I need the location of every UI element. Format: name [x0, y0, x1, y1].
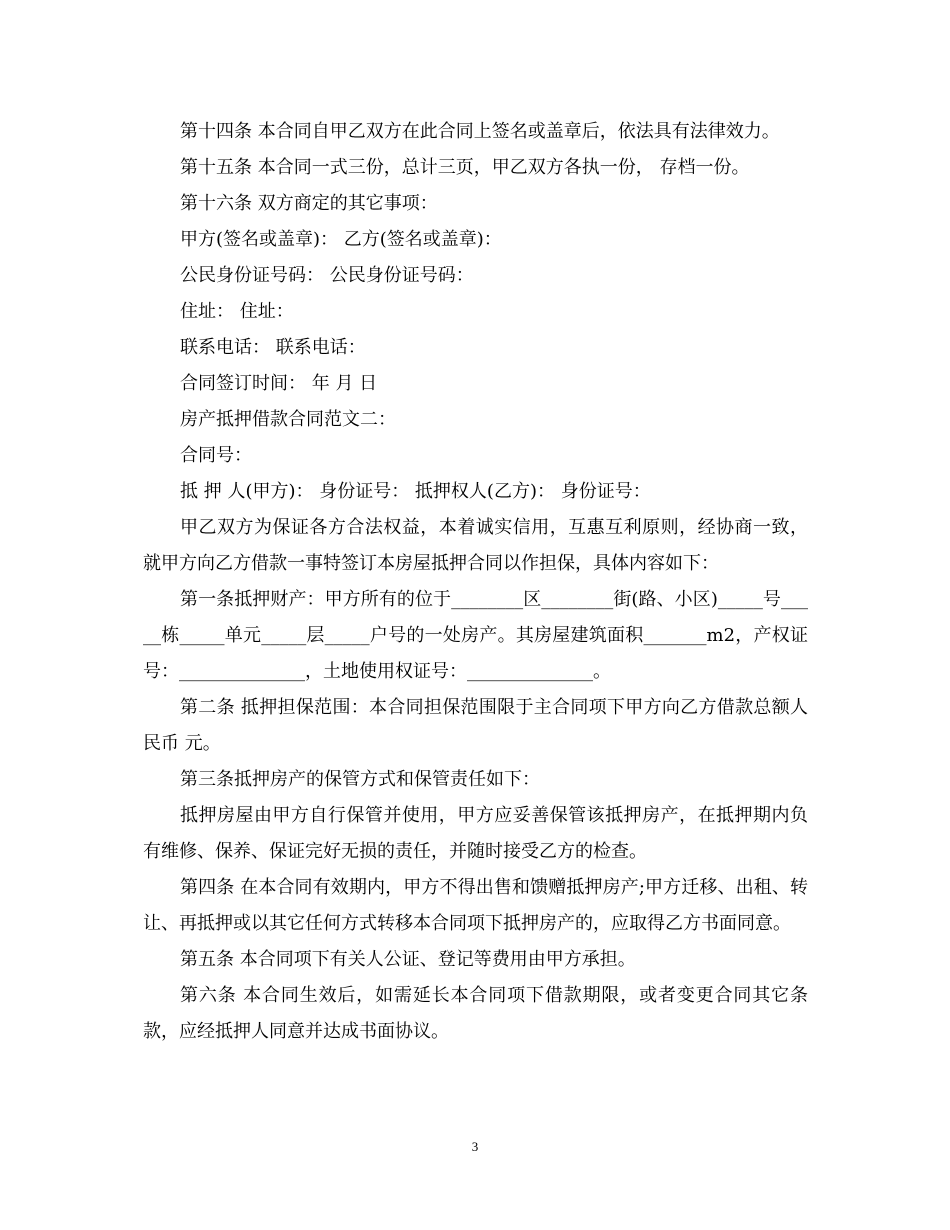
document-body [143, 114, 808, 1050]
contract-number-line: 合同号： [180, 445, 252, 466]
id-number-line: 公民身份证号码： 公民身份证号码： [180, 265, 474, 286]
article-5: 第五条 本合同项下有关人公证、登记等费用由甲方承担。 [180, 949, 636, 970]
clause-15: 第十五条 本合同一式三份，总计三页，甲乙双方各执一份， 存档一份。 [180, 157, 750, 178]
clause-14: 第十四条 本合同自甲乙双方在此合同上签名或盖章后，依法具有法律效力。 [180, 121, 780, 142]
article-3: 第三条抵押房产的保管方式和保管责任如下： [180, 769, 540, 790]
article-1: 第一条抵押财产：甲方所有的位于________区________街(路、小区)_____号_____栋_____单元_____层_____户号的一处房产。其房屋建筑面积_______m2，产权证号：______________，土地使用权证号：______________。 [143, 589, 808, 682]
page-number: 3 [471, 1139, 479, 1154]
article-3-detail: 抵押房屋由甲方自行保管并使用，甲方应妥善保管该抵押房产，在抵押期内负有维修、保养、保证完好无损的责任，并随时接受乙方的检查。 [143, 805, 808, 862]
signing-date-line: 合同签订时间： 年 月 日 [180, 373, 378, 394]
parties-line: 抵 押 人(甲方)： 身份证号： 抵押权人(乙方)： 身份证号： [180, 481, 651, 502]
signature-line: 甲方(签名或盖章)： 乙方(签名或盖章)： [180, 229, 502, 250]
article-6: 第六条 本合同生效后，如需延长本合同项下借款期限，或者变更合同其它条款，应经抵押人同意并达成书面协议。 [143, 985, 808, 1042]
phone-line: 联系电话： 联系电话： [180, 337, 366, 358]
article-4: 第四条 在本合同有效期内，甲方不得出售和馈赠抵押房产;甲方迁移、出租、转让、再抵押或以其它任何方式转移本合同项下抵押房产的，应取得乙方书面同意。 [143, 877, 808, 934]
address-line: 住址： 住址： [180, 301, 294, 322]
article-2: 第二条 抵押担保范围：本合同担保范围限于主合同项下甲方向乙方借款总额人民币 元。 [143, 697, 808, 754]
preamble: 甲乙双方为保证各方合法权益，本着诚实信用，互惠互利原则，经协商一致，就甲方向乙方借款一事特签订本房屋抵押合同以作担保，具体内容如下： [143, 517, 808, 574]
section-heading: 房产抵押借款合同范文二： [180, 409, 396, 430]
clause-16: 第十六条 双方商定的其它事项： [180, 193, 438, 214]
